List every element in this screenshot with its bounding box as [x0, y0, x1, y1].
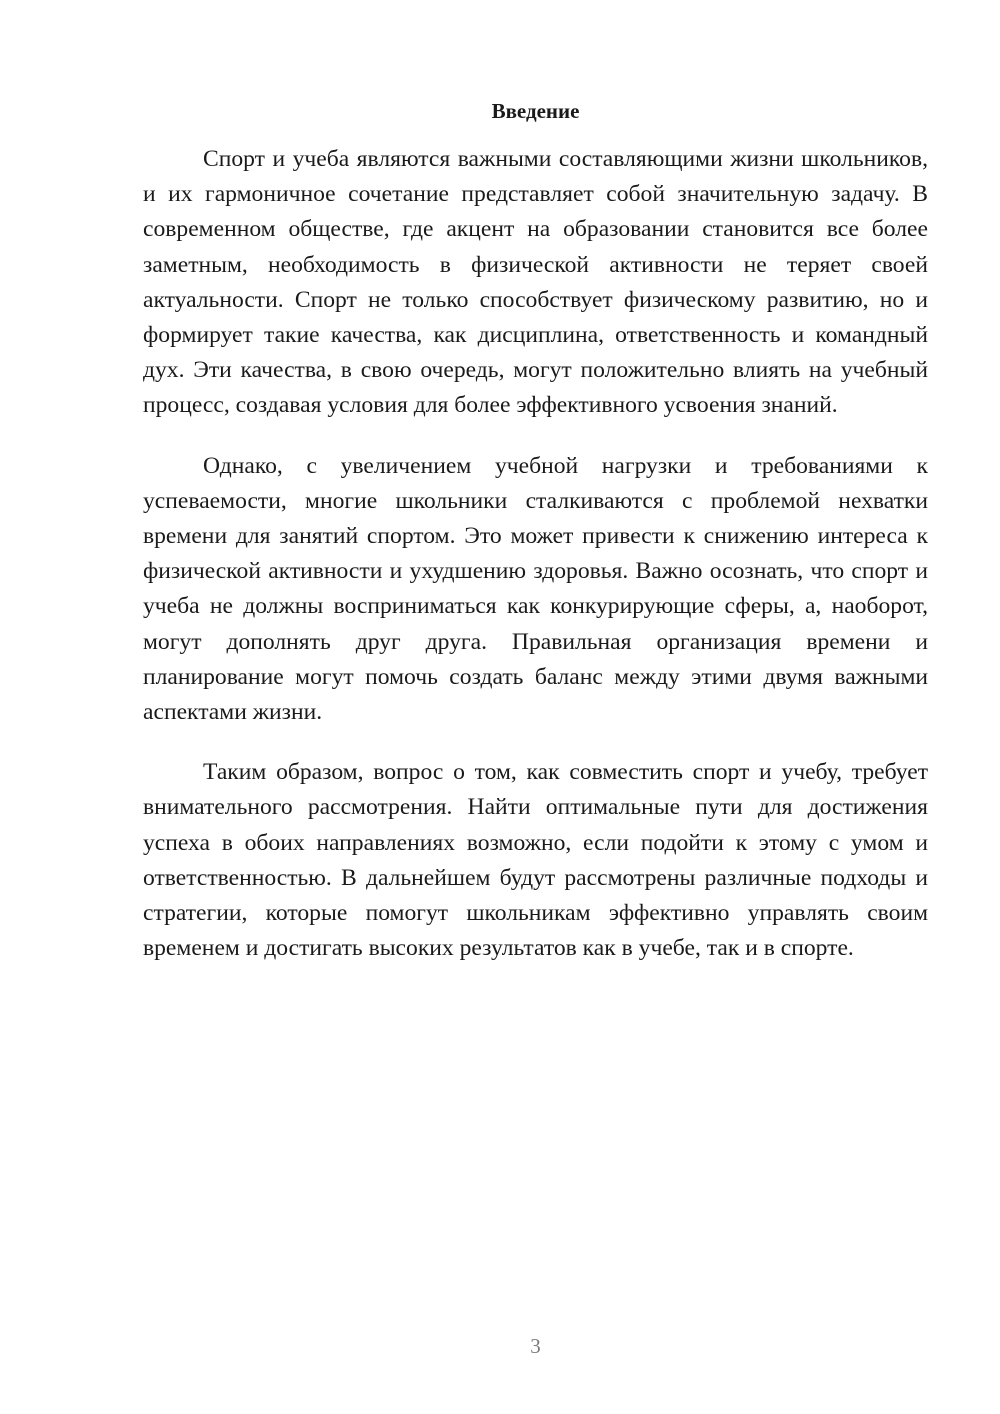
body-text [143, 142, 928, 991]
section-heading: Введение [491, 99, 580, 123]
paragraph-1: Спорт и учеба являются важными составляющими жизни школьников, и их гармоничное сочетание представляет собой значительную задачу. В современном обществе, где акцент на образовании становится все более заметным, необходимость в физической активности не теряет своей актуальности. Спорт не только способствует физическому развитию, но и формирует такие качества, как дисциплина, ответственность и командный дух. Эти качества, в свою очередь, могут положительно влиять на учебный процесс, создавая условия для более эффективного усвоения знаний. [143, 146, 928, 419]
paragraph-3: Таким образом, вопрос о том, как совместить спорт и учебу, требует внимательного рассмотрения. Найти оптимальные пути для достижения успеха в обоих направлениях возможно, если подойти к этому с умом и ответственностью. В дальнейшем будут рассмотрены различные подходы и стратегии, которые помогут школьникам эффективно управлять своим временем и достигать высоких результатов как в учебе, так и в спорте. [143, 759, 928, 962]
paragraph-2: Однако, с увеличением учебной нагрузки и требованиями к успеваемости, многие школьники сталкиваются с проблемой нехватки времени для занятий спортом. Это может привести к снижению интереса к физической активности и ухудшению здоровья. Важно осознать, что спорт и учеба не должны восприниматься как конкурирующие сферы, а, наоборот, могут дополнять друг друга. Правильная организация времени и планирование могут помочь создать баланс между этими двумя важными аспектами жизни. [143, 452, 928, 726]
page-number: 3 [530, 1334, 541, 1358]
